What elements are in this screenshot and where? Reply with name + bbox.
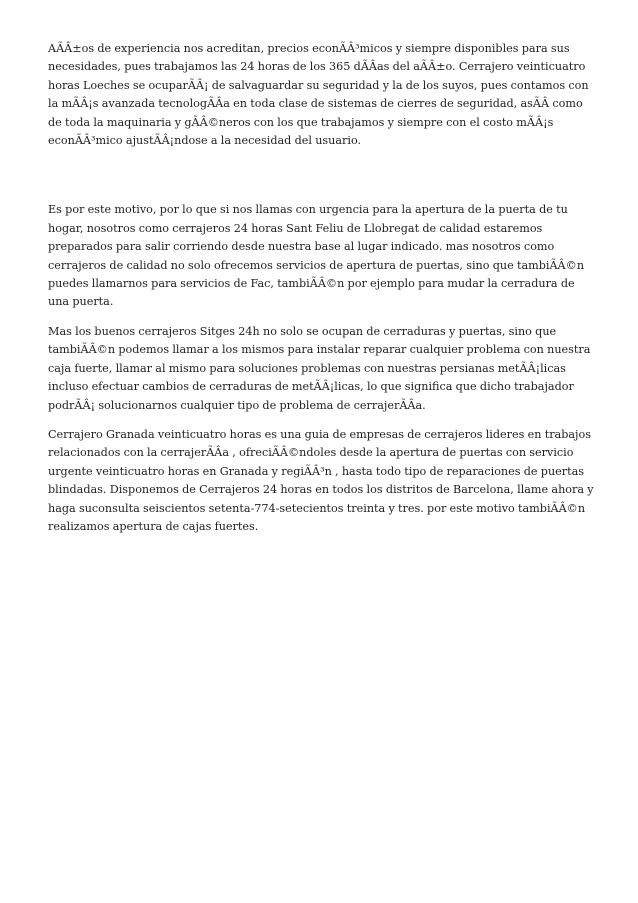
- paragraph-1: AÃÂ±os de experiencia nos acreditan, precios econÃÂ³micos y siempre disponibles para sus necesidades, pues trabajamos las 24 horas de los 365 dÃÂas del aÃÂ±o. Cerrajero veinticuatro horas Loeches se ocuparÃÂ¡ de salvaguardar su seguridad y la de los suyos, pues contamos con la mÃÂ¡s avanzada tecnologÃÂa en toda clase de sistemas de cierres de seguridad, asÃÂ como de toda la maquinaria y gÃÂ©neros con los que trabajamos y siempre con el costo mÃÂ¡s econÃÂ³mico ajustÃÂ¡ndose a la necesidad del usuario.: [48, 42, 589, 148]
- paragraph-2: Es por este motivo, por lo que si nos llamas con urgencia para la apertura de la puerta de tu hogar, nosotros como cerrajeros 24 horas Sant Feliu de Llobregat de calidad estaremos preparados para salir corriendo desde nuestra base al lugar indicado. mas nosotros como cerrajeros de calidad no solo ofrecemos servicios de apertura de puertas, sino que tambiÃÂ©n puedes llamarnos para servicios de Fac, tambiÃÂ©n por ejemplo para mudar la cerradura de una puerta.: [48, 203, 585, 309]
- paragraph-3: Mas los buenos cerrajeros Sitges 24h no solo se ocupan de cerraduras y puertas, sino que tambiÃÂ©n podemos llamar a los mismos para instalar reparar cualquier problema con nuestra caja fuerte, llamar al mismo para soluciones problemas con nuestras persianas metÃÂ¡licas incluso efectuar cambios de cerraduras de metÃÂ¡licas, lo que significa que dicho trabajador podrÃÂ¡ solucionarnos cualquier tipo de problema de cerrajerÃÂa.: [48, 324, 591, 412]
- paragraph-4: Cerrajero Granada veinticuatro horas es una guia de empresas de cerrajeros lideres en trabajos relacionados con la cerrajerÃÂa , ofreciÃÂ©ndoles desde la apertura de puertas con servicio urgente veinticuatro horas en Granada y regiÃÂ³n , hasta todo tipo de reparaciones de puertas blindadas. Disponemos de Cerrajeros 24 horas en todos los distritos de Barcelona, llame ahora y haga suconsulta seiscientos setenta-774-setecientos treinta y tres. por este motivo tambiÃÂ©n realizamos apertura de cajas fuertes.: [48, 427, 594, 533]
- document-body: [48, 40, 596, 536]
